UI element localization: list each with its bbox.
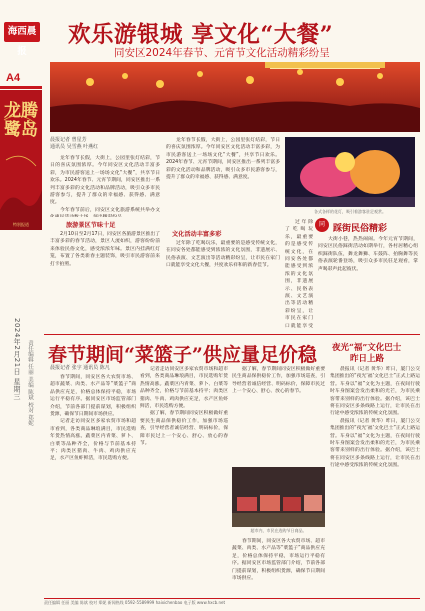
lantern-photo: [285, 137, 415, 207]
page-number: A4: [6, 72, 21, 84]
issue-date: 2024年2月21日 星期三: [13, 318, 21, 401]
article-paragraph: 据了解，春节期间同安区积极做好重要民生商品保供稳价工作，加强市场巡查，引导经营者诚信经营、明码标价，保障市民过上一个安心、舒心、放心的春节。: [232, 367, 325, 395]
article-paragraph: 今年春节前后，同安区文化旅游系统共举办文: [60, 207, 160, 213]
column-title: 踩街民俗精彩: [333, 224, 388, 234]
meat-counter-image: [232, 467, 325, 527]
column-body: [318, 236, 418, 330]
article-paragraph: 龙年春节长假，大街上，公园里张灯结彩，节日的喜庆氛围浓厚。今年同安区文化活动丰富多彩，为市民游客送上一场场文化“大餐”，共享节日欢乐。2024年春节、元宵节期间，同安区推出一系列丰富多彩的文化活动和品牌活动，吸引众多市民游客参与，提升了群众的幸福感、获得感、满意度。: [50, 156, 160, 206]
left-sidebar: [0, 0, 42, 611]
third-headline-line1: 夜光“福”文化巴士: [332, 343, 402, 353]
section-divider: [44, 334, 420, 335]
lantern-display-image: [285, 137, 415, 207]
main-subheadline: 同安区2024年春节、元宵节文化活动精彩纷呈: [114, 47, 330, 59]
supermarket-photo-caption: 超市内，市民在选购节日商品。: [250, 528, 307, 533]
article1-byline: [50, 137, 160, 151]
article-paragraph: 龙年春节长假，大街上，公园里张灯结彩，节日的喜庆氛围浓厚。今年同安区文化活动丰富多彩，为市民游客送上一场场文化“大餐”，共享节日欢乐。2024年春节、元宵节期间，同安区推出一系列丰富多彩的文化活动和品牌活动，吸引众多市民游客参与，提升了群众的幸福感、获得感、满意度。: [166, 138, 280, 181]
column-logo: 同: [315, 218, 329, 232]
article-paragraph: 大街小巷，热热闹闹。今年元宵节期间，同安区民俗踩街活动如期举行，各村居精心组织踩街队伍，舞龙舞狮、车鼓阵、拍胸舞等民俗表演轮番登场，吸引众多市民驻足观看，掌声喝彩声此起彼伏。: [318, 237, 418, 272]
article1-intro: [50, 155, 160, 217]
article-paragraph: 过年除了吃喝玩乐，最重要的是感受传统文化，在同安各处都能感受到浓浓的文化氛围，非遗展示、民俗表演、文艺演出等活动精彩纷呈，让市民在家门口就能享受: [285, 220, 313, 329]
article3-body: [330, 366, 420, 596]
banner-subtitle: 特别报道: [13, 222, 29, 227]
article2-col1: [50, 374, 136, 596]
byline-line: 通讯员 吴雪燕 叶燕红: [50, 144, 99, 150]
article1-section1: [50, 231, 160, 329]
lantern-festival-image: [50, 62, 420, 132]
main-headline: 欢乐游银城 享文化“大餐”: [68, 22, 334, 48]
page-footer: 责任编辑 任丽 美编 陈斌 校对 郑妮 新闻热线 0592-5589999 haixichenbao 电子版 www.hxcb.net: [44, 600, 226, 605]
lantern-photo-caption: 各式各样的花灯，吸引着游客驻足观赏。: [314, 209, 386, 214]
article-paragraph: 春节期间，同安区各大农贸市场、超市蔬菜、肉类、水产品等“菜篮子”商品供应充足，价格总体保持平稳，市场运行平稳有序。据同安区市场监管部门介绍，节前各部门提前谋划，积极组织货源，确保节日期间市场供应。: [50, 375, 136, 418]
article-paragraph: 晨报讯（记者 黄华）昨日，厦门公交集团推出的“夜光‘福’文化巴士”正式上路运营。车身以“福”文化为主题，在夜间行驶时车身图案会发出柔和的光芒，为市民乘客带来别样的出行体验。据介绍，该巴士将在同安区多条线路上运行，让市民在出行途中感受浓浓的传统文化氛围。: [330, 418, 420, 469]
article-paragraph: 春节期间，同安区各大农贸市场、超市蔬菜、肉类、水产品等“菜篮子”商品供应充足，价格总体保持平稳，市场运行平稳有序。据同安区市场监管部门介绍，节前各部门提前谋划，积极组织货源，确保节日期间市场供应。: [232, 539, 325, 582]
festival-photo: [50, 62, 420, 132]
dragon-banner: [0, 90, 42, 230]
article-paragraph: 过年除了吃喝玩乐，最重要的是感受传统文化，在同安各处都能感受到浓浓的文化氛围，非遗展示、民俗表演、文艺演出等活动精彩纷呈，让市民在家门口就能享受文化大餐，共度欢乐祥和的新春佳节。: [166, 241, 280, 269]
supermarket-photo: [232, 467, 325, 527]
article1-col2: [166, 137, 280, 227]
article1-section2: [166, 240, 280, 330]
article-paragraph: 晨报讯（记者 黄华）昨日，厦门公交集团推出的“夜光‘福’文化巴士”正式上路运营。车身以“福”文化为主题，在夜间行驶时车身图案会发出柔和的光芒，为市民乘客带来别样的出行体验。据介绍，该巴士将在同安区多条线路上运行，让市民在出行途中感受浓浓的传统文化氛围。: [330, 367, 420, 417]
article-paragraph: 2月10日至2月17日，同安区各旅游景区推出了丰富多彩的春节活动，景区人流如织，游客纷纷前来体验民俗文化，感受浓浓年味。景区内挂满红灯笼，布置了各类新春主题装饰，吸引市民游客前来打卡拍照。: [50, 232, 160, 267]
third-headline-line2: 昨日上路: [350, 354, 385, 364]
article-paragraph: 记者走访同安区多家农贸市场和超市看到，各类商品琳琅满目，市民选购年货热情高涨。蔬菜区内青菜、萝卜、白菜等品种齐全，价格与节前基本持平；肉类区猪肉、牛肉、鸡肉供应充足，水产区鱼虾鲜活，市民选购方便。: [50, 419, 136, 462]
footer-divider: [44, 598, 420, 599]
article2-col3b: [232, 538, 325, 596]
second-headline: 春节期间“菜篮子”供应量足价稳: [48, 344, 317, 366]
page-number-rule: [0, 86, 42, 89]
article1-col3: [285, 219, 313, 329]
article-paragraph: 据了解，春节期间同安区积极做好重要民生商品保供稳价工作，加强市场巡查，引导经营者诚信经营、明码标价，保障市民过上一个安心、舒心、放心的春节。: [140, 411, 228, 447]
masthead-logo: 海西晨报: [4, 22, 40, 42]
article1-subtitle-2: 文化活动丰富多彩: [172, 231, 222, 238]
byline-line: 晨报记者 曾星芳: [50, 137, 87, 143]
article1-subtitle-1: 旅游景区节味十足: [66, 222, 116, 229]
article-paragraph: 记者走访同安区多家农贸市场和超市看到，各类商品琳琅满目，市民选购年货热情高涨。蔬菜区内青菜、萝卜、白菜等品种齐全，价格与节前基本持平；肉类区猪肉、牛肉、鸡肉供应充足，水产区鱼虾鲜活，市民选购方便。: [140, 367, 228, 410]
article2-col3: [232, 366, 325, 464]
article2-byline: 晨报记者 张宇 通讯员 陈凡: [50, 365, 110, 371]
article2-col2: [140, 366, 228, 596]
banner-title: 龙腾鹭岛: [4, 101, 38, 140]
staff-credits: 责任编辑 任丽 美编 陈斌 校对 郑妮: [27, 340, 33, 426]
